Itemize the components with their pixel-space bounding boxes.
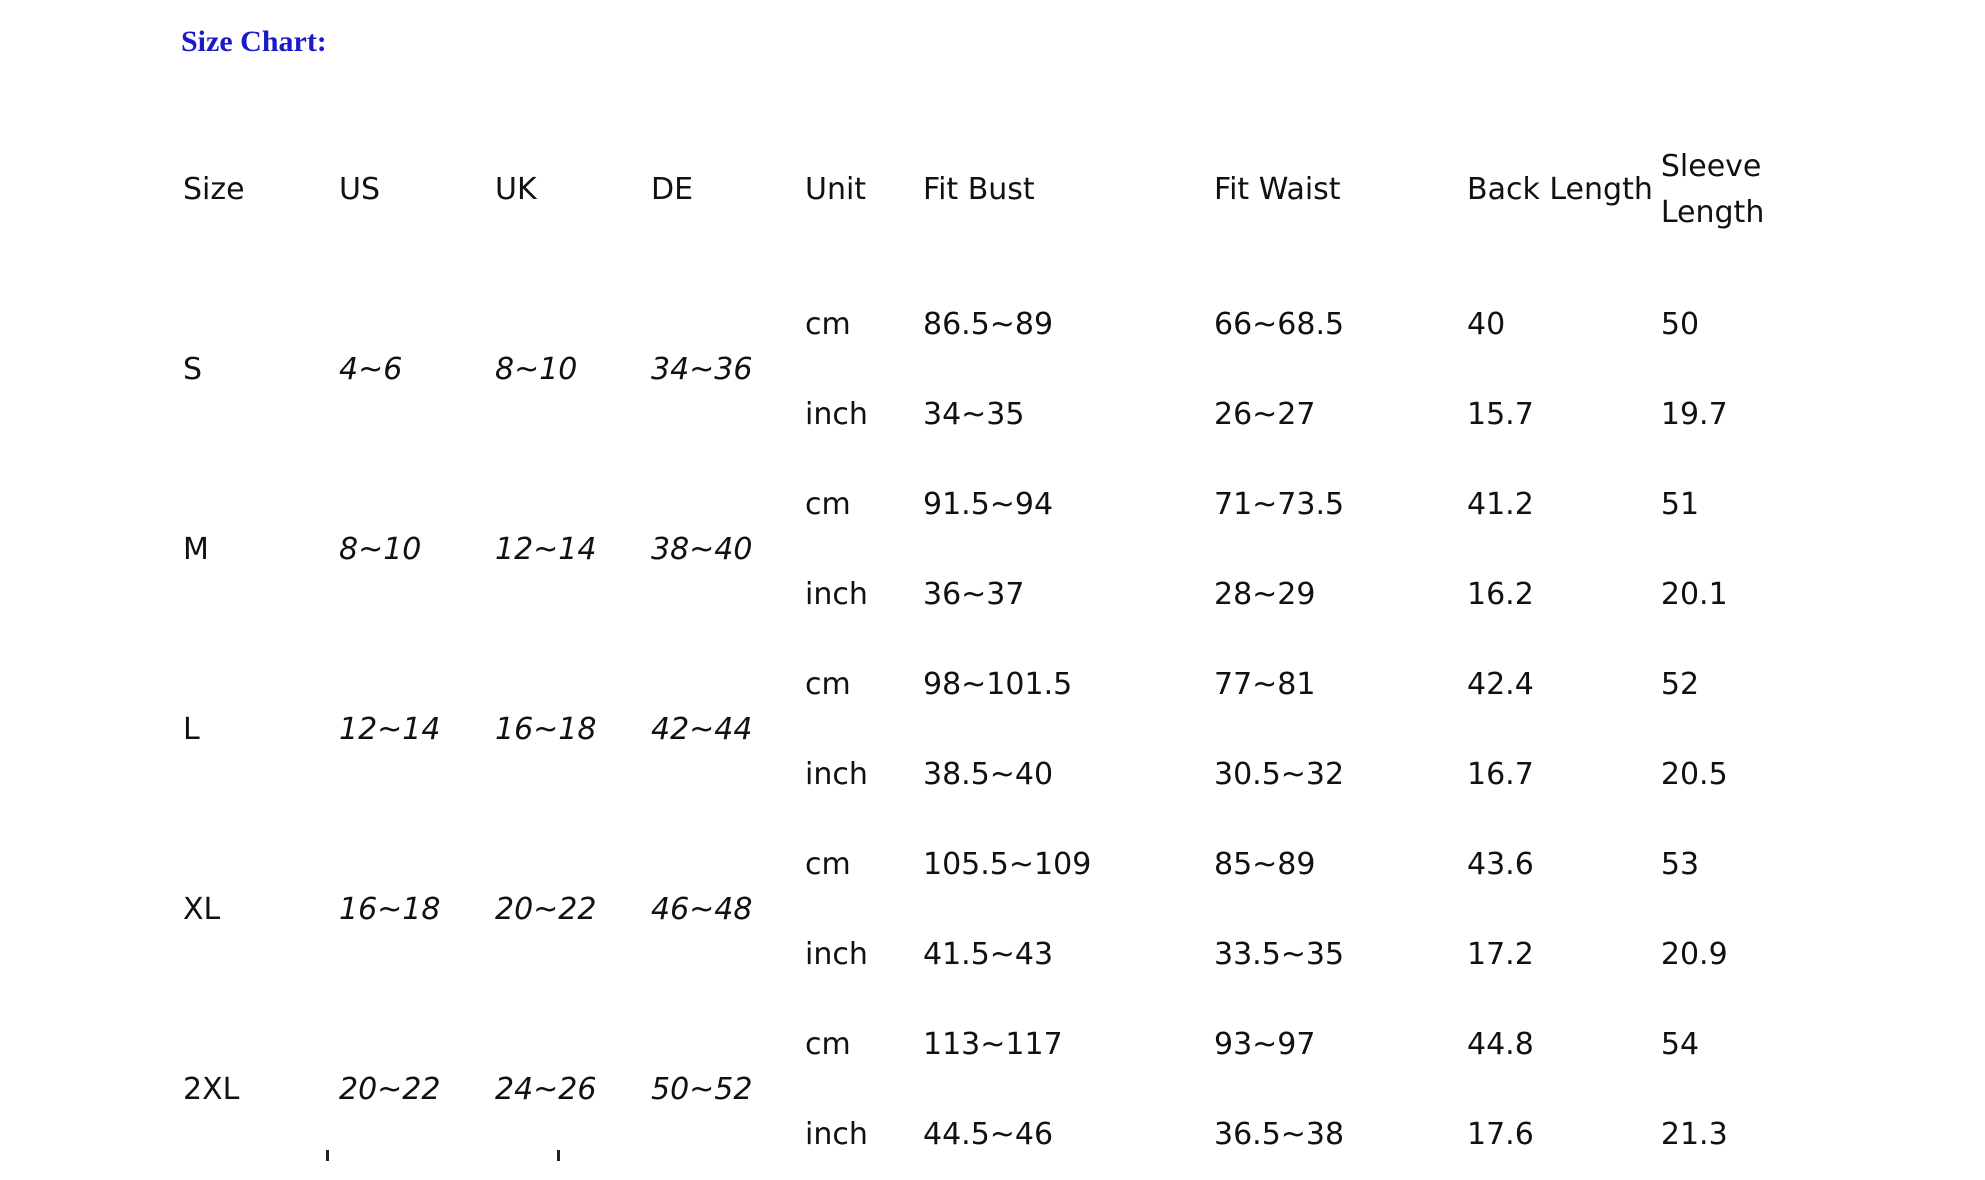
us-size-cell: 12~14 [339,712,441,747]
unit-cell: inch [805,757,868,792]
table-row [175,640,1803,730]
fit-waist-cell: 71~73.5 [1214,487,1345,522]
sleeve-length-cell: 20.1 [1660,577,1728,612]
fit-bust-cell: 91.5~94 [923,487,1054,522]
fit-bust-cell: 105.5~109 [923,847,1092,882]
table-row [175,820,1803,910]
table-row [175,1000,1803,1090]
header-de: DE [651,172,694,207]
de-size-cell: 50~52 [651,1072,753,1107]
sleeve-length-cell: 19.7 [1660,397,1728,432]
size-cell: S [183,352,203,387]
header-fit-waist: Fit Waist [1214,172,1341,207]
uk-size-cell: 12~14 [495,532,597,567]
fit-bust-cell: 36~37 [923,577,1025,612]
size-cell: L [183,712,200,747]
size-cell: M [183,532,209,567]
table-body [175,280,1803,1180]
sleeve-length-cell: 50 [1660,307,1700,342]
de-size-cell: 38~40 [651,532,753,567]
fit-waist-cell: 66~68.5 [1214,307,1345,342]
sleeve-length-cell: 20.9 [1660,937,1728,972]
fit-bust-cell: 44.5~46 [923,1117,1054,1152]
uk-size-cell: 24~26 [495,1072,597,1107]
back-length-cell: 41.2 [1467,487,1534,522]
fit-waist-cell: 77~81 [1214,667,1316,702]
table-header-row [175,100,1803,280]
back-length-cell: 17.6 [1467,1117,1534,1152]
unit-cell: inch [805,937,868,972]
uk-size-cell: 16~18 [495,712,597,747]
fit-bust-cell: 98~101.5 [923,667,1073,702]
fit-waist-cell: 93~97 [1214,1027,1316,1062]
header-back-length: Back Length [1467,172,1653,207]
fit-bust-cell: 113~117 [923,1027,1063,1062]
header-us: US [339,172,381,207]
header-size: Size [183,172,245,207]
uk-size-cell: 20~22 [495,892,597,927]
de-size-cell: 42~44 [651,712,753,747]
size-cell: 2XL [183,1072,240,1107]
fit-waist-cell: 85~89 [1214,847,1316,882]
us-size-cell: 8~10 [339,532,422,567]
back-length-cell: 40 [1467,307,1506,342]
unit-cell: inch [805,577,868,612]
cropped-text-fragment [181,1150,781,1161]
fit-bust-cell: 41.5~43 [923,937,1054,972]
unit-cell: cm [805,307,851,342]
table-row [175,280,1803,370]
de-size-cell: 34~36 [651,352,753,387]
sleeve-length-cell: 51 [1660,487,1700,522]
fit-waist-cell: 36.5~38 [1214,1117,1345,1152]
unit-cell: cm [805,667,851,702]
us-size-cell: 20~22 [339,1072,441,1107]
fit-waist-cell: 33.5~35 [1214,937,1345,972]
sleeve-length-cell: 20.5 [1660,757,1728,792]
fit-waist-cell: 28~29 [1214,577,1316,612]
de-size-cell: 46~48 [651,892,753,927]
header-unit: Unit [805,172,867,207]
us-size-cell: 4~6 [339,352,403,387]
table-row [175,460,1803,550]
header-uk: UK [495,172,537,207]
unit-cell: inch [805,397,868,432]
size-chart-table [175,100,1803,1180]
sleeve-length-cell: 54 [1660,1027,1700,1062]
unit-cell: cm [805,1027,851,1062]
fit-waist-cell: 26~27 [1214,397,1316,432]
back-length-cell: 17.2 [1467,937,1534,972]
header-sleeve-length: Sleeve Length [1660,149,1765,230]
sleeve-length-cell: 53 [1660,847,1700,882]
back-length-cell: 43.6 [1467,847,1534,882]
header-fit-bust: Fit Bust [923,172,1035,207]
back-length-cell: 16.2 [1467,577,1534,612]
unit-cell: cm [805,487,851,522]
fit-waist-cell: 30.5~32 [1214,757,1345,792]
back-length-cell: 16.7 [1467,757,1534,792]
size-cell: XL [183,892,221,927]
us-size-cell: 16~18 [339,892,441,927]
back-length-cell: 42.4 [1467,667,1534,702]
sleeve-length-cell: 52 [1660,667,1700,702]
back-length-cell: 44.8 [1467,1027,1534,1062]
unit-cell: cm [805,847,851,882]
sleeve-length-cell: 21.3 [1660,1117,1728,1152]
fit-bust-cell: 38.5~40 [923,757,1054,792]
fit-bust-cell: 34~35 [923,397,1025,432]
back-length-cell: 15.7 [1467,397,1534,432]
unit-cell: inch [805,1117,868,1152]
page-title: Size Chart: [181,25,327,58]
fit-bust-cell: 86.5~89 [923,307,1054,342]
uk-size-cell: 8~10 [495,352,578,387]
